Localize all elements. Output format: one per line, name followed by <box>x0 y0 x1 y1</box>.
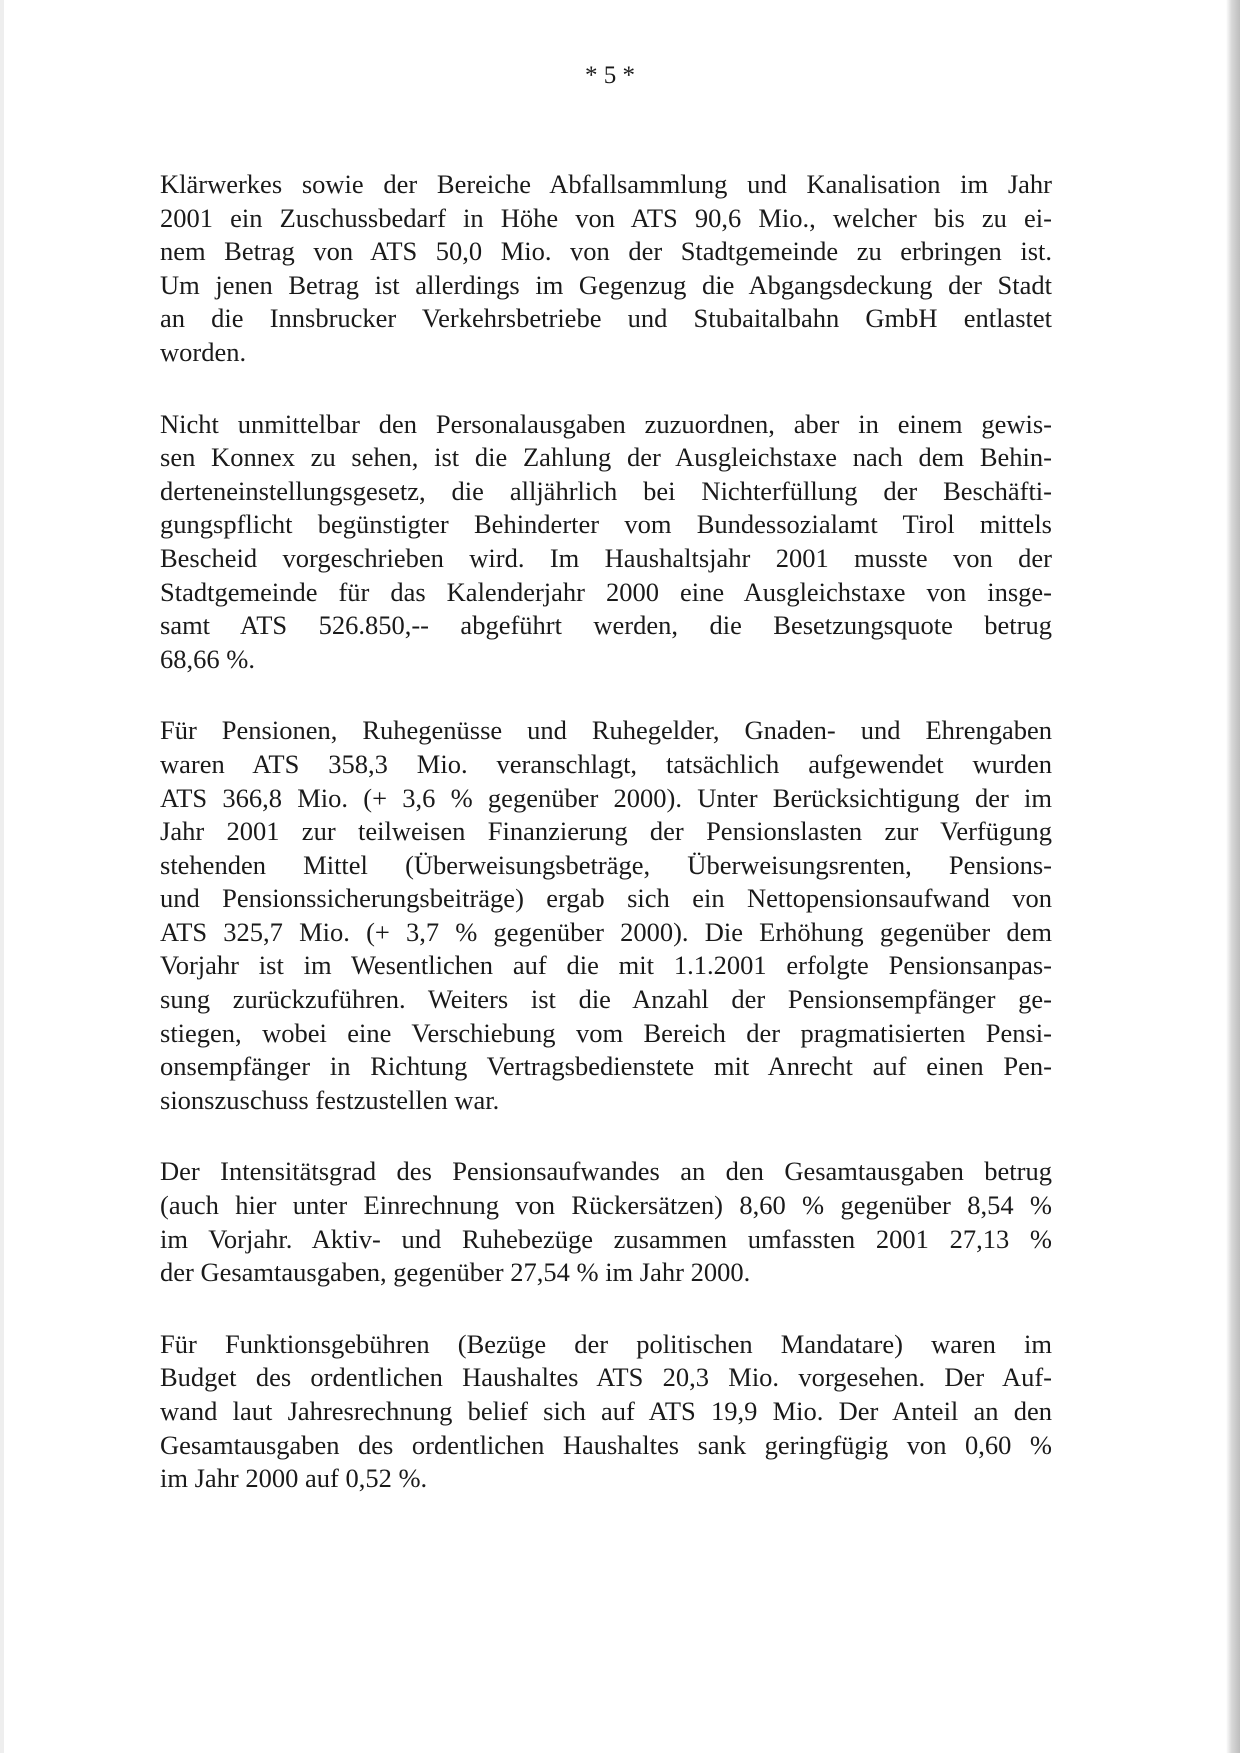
paragraph <box>160 168 1052 370</box>
text-line: 68,66 %. <box>160 643 255 674</box>
text-line: gungspflicht begünstigter Behinderter vom Bundessozialamt Tirol mittels <box>160 509 1052 540</box>
text-line: im Jahr 2000 auf 0,52 %. <box>160 1463 428 1494</box>
text-line: wand laut Jahresrechnung belief sich auf ATS 19,9 Mio. Der Anteil an den <box>160 1396 1052 1426</box>
text-line: sen Konnex zu sehen, ist die Zahlung der Ausgleichstaxe nach dem Behin- <box>160 442 1052 473</box>
text-line: Bescheid vorgeschrieben wird. Im Haushaltsjahr 2001 musste von der <box>160 542 1052 573</box>
text-line: samt ATS 526.850,-- abgeführt werden, die Besetzungsquote betrug <box>160 610 1052 641</box>
text-line: und Pensionssicherungsbeiträge) ergab sich ein Nettopensionsaufwand von <box>160 883 1052 914</box>
text-line: onsempfänger in Richtung Vertragsbedienstete mit Anrecht auf einen Pen- <box>160 1051 1052 1082</box>
text-line: waren ATS 358,3 Mio. veranschlagt, tatsächlich aufgewendet wurden <box>160 748 1052 779</box>
text-line: Nicht unmittelbar den Personalausgaben zuzuordnen, aber in einem gewis- <box>160 408 1052 439</box>
paragraph <box>160 1155 1052 1289</box>
text-line: Für Pensionen, Ruhegenüsse und Ruhegelder, Gnaden- und Ehrengaben <box>160 715 1052 746</box>
paragraph <box>160 714 1052 1117</box>
text-line: (auch hier unter Einrechnung von Rückersätzen) 8,60 % gegenüber 8,54 % <box>160 1190 1052 1221</box>
scan-edge-left <box>0 0 4 1753</box>
text-line: an die Innsbrucker Verkehrsbetriebe und Stubaitalbahn GmbH entlastet <box>160 303 1052 334</box>
text-line: derteneinstellungsgesetz, die alljährlich bei Nichterfüllung der Beschäfti- <box>160 475 1052 506</box>
text-line: 2001 ein Zuschussbedarf in Höhe von ATS 90,6 Mio., welcher bis zu ei- <box>160 202 1052 233</box>
text-line: nem Betrag von ATS 50,0 Mio. von der Stadtgemeinde zu erbringen ist. <box>160 236 1052 267</box>
text-line: Vorjahr ist im Wesentlichen auf die mit 1.1.2001 erfolgte Pensionsanpas- <box>160 950 1052 981</box>
text-line: Budget des ordentlichen Haushaltes ATS 20,3 Mio. vorgesehen. Der Auf- <box>160 1362 1052 1393</box>
paragraph <box>160 408 1052 677</box>
text-line: im Vorjahr. Aktiv- und Ruhebezüge zusammen umfassten 2001 27,13 % <box>160 1223 1052 1254</box>
text-line: ATS 325,7 Mio. (+ 3,7 % gegenüber 2000). Die Erhöhung gegenüber dem <box>160 916 1052 947</box>
text-line: Klärwerkes sowie der Bereiche Abfallsammlung und Kanalisation im Jahr <box>160 169 1052 199</box>
text-line: Für Funktionsgebühren (Bezüge der politischen Mandatare) waren im <box>160 1328 1052 1359</box>
text-line: Jahr 2001 zur teilweisen Finanzierung der Pensionslasten zur Verfügung <box>160 816 1052 847</box>
scan-edge-right <box>1226 0 1240 1753</box>
text-line: Gesamtausgaben des ordentlichen Haushaltes sank geringfügig von 0,60 % <box>160 1429 1052 1460</box>
text-line: stehenden Mittel (Überweisungsbeträge, Überweisungsrenten, Pensions- <box>160 849 1052 880</box>
paragraph <box>160 1328 1052 1496</box>
page-number: * 5 * <box>585 62 635 89</box>
text-line: Stadtgemeinde für das Kalenderjahr 2000 eine Ausgleichstaxe von insge- <box>160 576 1052 607</box>
text-line: Um jenen Betrag ist allerdings im Gegenzug die Abgangsdeckung der Stadt <box>160 269 1052 300</box>
text-line: sung zurückzuführen. Weiters ist die Anzahl der Pensionsempfänger ge- <box>160 984 1052 1015</box>
text-line: stiegen, wobei eine Verschiebung vom Bereich der pragmatisierten Pensi- <box>160 1017 1052 1048</box>
text-line: sionszuschuss festzustellen war. <box>160 1084 500 1115</box>
document-body <box>160 168 1052 1534</box>
text-line: worden. <box>160 336 247 367</box>
text-line: ATS 366,8 Mio. (+ 3,6 % gegenüber 2000). Unter Berücksichtigung der im <box>160 782 1052 813</box>
text-line: Der Intensitätsgrad des Pensionsaufwandes an den Gesamtausgaben betrug <box>160 1156 1052 1187</box>
text-line: der Gesamtausgaben, gegenüber 27,54 % im Jahr 2000. <box>160 1257 751 1288</box>
